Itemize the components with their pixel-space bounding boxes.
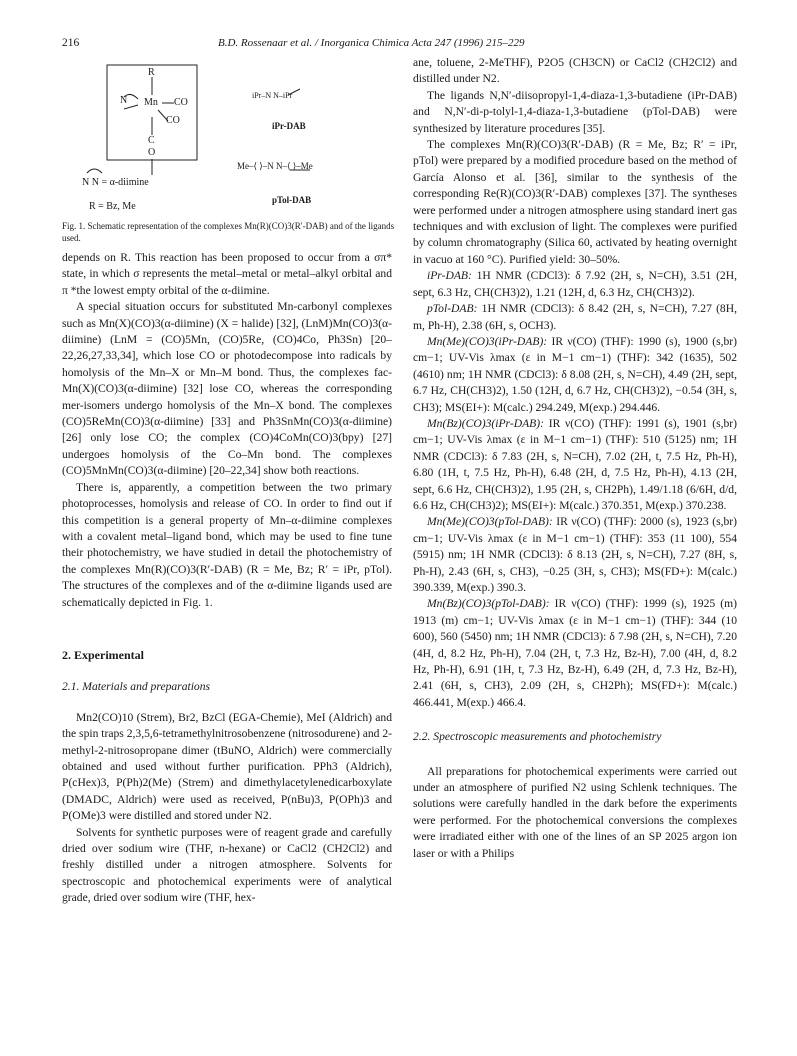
compound-label: Mn(Me)(CO)3(iPr-DAB): xyxy=(427,334,548,348)
spacer xyxy=(413,746,737,764)
compound-data: IR ν(CO) (THF): 2000 (s), 1923 (s,br) cm−1; UV-Vis λmax (ε in M−1 cm−1) (THF): 353 (11 100), 554 (5915) nm; 1H NMR (CDCl3): δ 8.13 (2H, s, N=CH), 7.27 (8H, s, Ph-H), 2.43 (6H, s, CH3), −0.25 (3H, s, CH3); MS(FD+): M(calc.) 390.339, M(exp.) 390.3. xyxy=(413,515,737,594)
ligand-2-name: pTol-DAB xyxy=(272,195,312,205)
compound-label: iPr-DAB: xyxy=(427,269,472,283)
spacer xyxy=(62,663,392,679)
paragraph xyxy=(413,334,737,416)
label-mn: Mn xyxy=(144,97,158,108)
compound-data: IR ν(CO) (THF): 1999 (s), 1925 (m) 1913 (m) cm−1; UV-Vis λmax (ε in M−1 cm−1) (THF): 344 (10 600), 560 (5450) nm; 1H NMR (CDCl3): δ 7.98 (2H, s, N=CH), 7.20 (4H, d, 8.2 Hz, Ph-H), 7.04 (2H, t, 7.3 Hz, Bz-H), 7.00 (4H, d, 8.2 Hz, Ph-H), 6.91 (1H, t, 7.3 Hz, Bz-H), 6.49 (2H, d, 7.3 Hz, Bz-H), 2.41 (6H, s, CH3), 2.09 (2H, s, CH2Ph); MS(FD+): M(calc.) 466.441, M(exp.) 466.4. xyxy=(413,597,737,709)
label-co-2: CO xyxy=(166,115,180,126)
paragraph xyxy=(413,596,737,711)
paragraph xyxy=(413,514,737,596)
compound-label: Mn(Bz)(CO)3(iPr-DAB): xyxy=(427,416,544,430)
compound-data: IR ν(CO) (THF): 1990 (s), 1900 (s,br) cm−1; UV-Vis λmax (ε in M−1 cm−1) (THF): 342 (1635), 502 (4610) nm; 1H NMR (CDCl3): δ 8.08 (2H, s, N=CH), 4.49 (2H, sept, 6.7 Hz, CH(CH3)2), 1.50 (12H, d, 6.7 Hz, CH(CH3)2), −0.54 (3H, s, CH3); MS(EI+): M(calc.) 294.249, M(exp.) 294.446. xyxy=(413,334,737,414)
diimine-definition: N N = α-diimine xyxy=(82,177,149,188)
compound-label: pTol-DAB: xyxy=(427,302,478,316)
paragraph: ane, toluene, 2-MeTHF), P2O5 (CH3CN) or CaCl2 (CH2Cl2) and distilled under N2. xyxy=(413,56,737,86)
paragraph: Solvents for synthetic purposes were of reagent grade and carefully dried over sodium wire (THF, n-hexane) or CaCl2 (CH2Cl2) and freshly distilled under a nitrogen atmosphere. Solvents for spectroscopic and photochemical experiments were of analytical grade, dried over sodium wire (THF, hex- xyxy=(62,825,392,905)
paragraph: A special situation occurs for substituted Mn-carbonyl complexes such as Mn(X)(CO)3(α-diimine) (X = halide) [32], (LnM)Mn(CO)3(α-diimine) (LnM = (CO)5Mn, (CO)5Re, (CO)4Co, Ph3Sn) [20–22,26,27,33,34], which lose CO or photodecompose into radicals by homolysis of the Mn–X or Mn–M bond. Thus, the complexes fac-Mn(X)(CO)3(α-diimine) [32] lose CO, whereas the corresponding mer-isomers undergo homolysis of the Mn–X bond. The complexes (CO)5ReMn(CO)3(α-diimine) [33] and Ph3SnMn(CO)3(α-diimine) [26] only lose CO; the complex (CO)4CoMn(CO)3(bpy) [27] undergoes homolysis of the Co–Mn bond. The complexes (CO)5MnMn(CO)3(α-diimine) [20–22,34] show both reactions. xyxy=(62,300,392,478)
paragraph xyxy=(413,301,737,334)
spacer xyxy=(62,696,392,710)
section-heading: 2. Experimental xyxy=(62,647,144,662)
page-number: 216 xyxy=(62,37,80,49)
subsection-heading: 2.2. Spectroscopic measurements and photochemistry xyxy=(413,730,662,744)
spacer xyxy=(413,711,737,729)
ligand-2-formula: Me–⟨ ⟩–N N–⟨ ⟩–Me xyxy=(237,161,313,171)
label-o: O xyxy=(148,147,156,158)
label-co-1: CO xyxy=(174,97,188,108)
label-n: N xyxy=(120,95,128,106)
compound-data: 1H NMR (CDCl3): δ 7.92 (2H, s, N=CH), 3.51 (2H, sept, 6.3 Hz, CH(CH3)2), 1.21 (12H, d, 6.3 Hz, CH(CH3)2). xyxy=(413,269,737,299)
compound-data: 1H NMR (CDCl3): δ 8.42 (2H, s, N=CH), 7.27 (8H, m, Ph-H), 2.38 (6H, s, OCH3). xyxy=(413,302,737,332)
running-title: B.D. Rossenaar et al. / Inorganica Chimica Acta 247 (1996) 215–229 xyxy=(218,37,525,49)
paragraph: There is, apparently, a competition between the two primary photoprocesses, homolysis and release of CO. In order to find out if this competition is a general property of Mn–α-diimine complexes with a covalent metal–ligand bond, which may be used to fine tune their photochemistry, we have studied in detail the photochemistry of the complexes Mn(R)(CO)3(R′-DAB) (R = Me, Bz; R′ = iPr, pTol). The structures of the complexes and of the α-diimine ligands used are schematically depicted in Fig. 1. xyxy=(62,480,392,609)
compound-data: IR ν(CO) (THF): 1991 (s), 1901 (s,br) cm−1; UV-Vis λmax (ε in M−1 cm−1) (THF): 510 (5125) nm; 1H NMR (CDCl3): δ 7.83 (2H, s, N=CH), 7.02 (2H, t, 7.5 Hz, Ph-H), 6.80 (1H, t, 7.5 Hz, Ph-H), 6.48 (2H, d, 7.5 Hz, Ph-H), 4.13 (2H, sept, 6.6 Hz, CH(CH3)2), 1.95 (2H, s, CH2Ph), 1.49/1.18 (6/6H, d/d, 6.6 Hz, CH(CH3)2); MS(EI+): M(calc.) 370.351, M(exp.) 370.238. xyxy=(413,416,737,512)
ligand-1-name: iPr-DAB xyxy=(272,121,306,131)
paragraph xyxy=(413,416,737,514)
right-column xyxy=(413,55,737,862)
r-definition: R = Bz, Me xyxy=(89,201,136,212)
subsection-heading: 2.1. Materials and preparations xyxy=(62,680,211,694)
figure-1 xyxy=(62,55,400,245)
label-r: R xyxy=(148,67,155,78)
paragraph: The complexes Mn(R)(CO)3(R′-DAB) (R = Me, Bz; R′ = iPr, pTol) were prepared by a modified procedure based on the method of García Alonso et al. [36], similar to the synthesis of the corresponding Re(R)(CO)3(R′-DAB) complexes [37]. The syntheses were performed under a nitrogen atmosphere using standard inert gas techniques and with exclusion of light. The complexes were purified by column chromatography (Silica 60, activated by heating overnight in vacuo at 160 °C). Purified yield: 30–50%. xyxy=(413,138,737,266)
paragraph: All preparations for photochemical experiments were carried out under an atmosphere of purified N2 using Schlenk techniques. The solutions were carefully handled in the dark before the experiments were performed. For the photochemical conversions the complexes were irradiated either with one of the lines of an SP 2025 argon ion laser or with a Philips xyxy=(413,764,737,860)
compound-label: Mn(Bz)(CO)3(pTol-DAB): xyxy=(427,597,550,611)
paragraph: depends on R. This reaction has been proposed to occur from a σπ* state, in which σ represents the metal–metal or metal–alkyl orbital and π *the lowest empty orbital of the α-diimine. xyxy=(62,251,392,297)
spacer xyxy=(62,611,392,647)
figure-caption: Fig. 1. Schematic representation of the complexes Mn(R)(CO)3(R′-DAB) and of the ligands used. xyxy=(62,221,395,243)
left-column xyxy=(62,250,392,907)
complex-structure xyxy=(62,55,400,220)
paragraph: The ligands N,N′-diisopropyl-1,4-diaza-1,3-butadiene (iPr-DAB) and N,N′-di-p-tolyl-1,4-diaza-1,3-butadiene (pTol-DAB) were synthesized by literature procedures [35]. xyxy=(413,88,737,135)
paragraph: Mn2(CO)10 (Strem), Br2, BzCl (EGA-Chemie), MeI (Aldrich) and the spin traps 2,3,5,6-tetramethylnitrosobenzene (nitrosodurene) and 2-methyl-2-nitrosopropane dimer (tBuNO, Aldrich) were commercially obtained and used without further purification. PPh3 (Aldrich), P(cHex)3, P(Ph)2(Me) (Strem) and dimethylacetylenedicarboxylate (DMADC, Aldrich) were used as received, P(nBu)3, P(OPh)3 and P(OMe)3 were distilled and stored under N2. xyxy=(62,710,393,823)
ligand-1-formula: iPr–N N–iPr xyxy=(252,91,293,100)
compound-label: Mn(Me)(CO)3(pTol-DAB): xyxy=(427,515,553,529)
paragraph xyxy=(413,268,737,301)
label-c: C xyxy=(148,135,155,146)
